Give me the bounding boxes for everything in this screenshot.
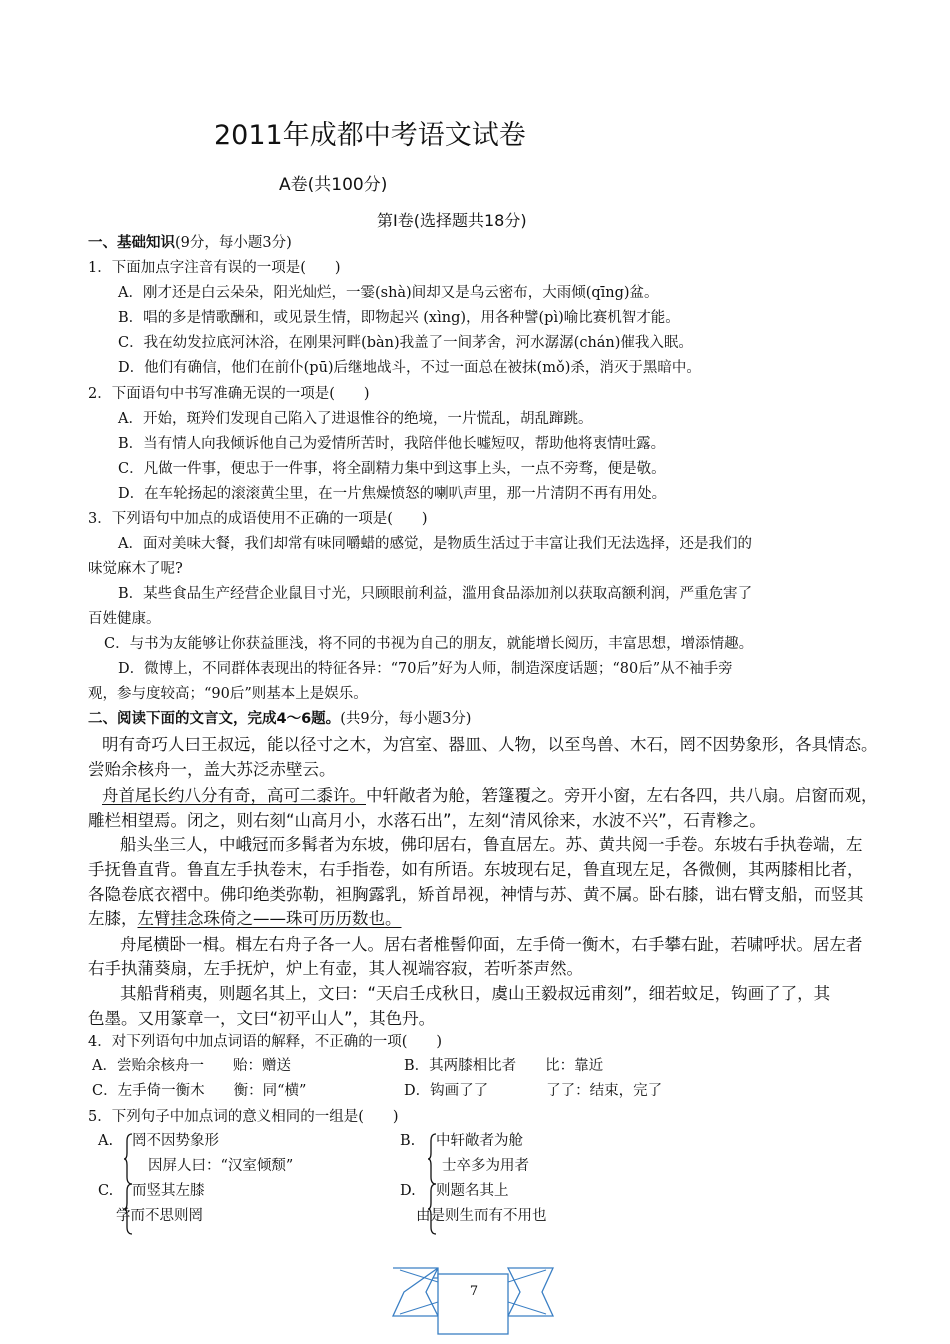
part1-heading <box>88 233 292 253</box>
page-number: 7 <box>469 1284 479 1299</box>
q3-option-a-line1: A．面对美味大餐，我们却常有味同嚼蜡的感觉，是物质生活过于丰富让我们无法选择，还是我们的 <box>118 536 752 552</box>
page-ribbon-icon <box>388 1262 558 1340</box>
part1-heading-note: (9分，每小题3分) <box>175 235 292 251</box>
underlined-sentence: 舟首尾长约八分有奇，高可二黍许。 <box>102 786 366 805</box>
q4-option-a: A．尝贻余核舟一 贻：赠送 <box>92 1058 291 1074</box>
q3-option-d-line2: 观，参与度较高；“90后”则基本上是娱乐。 <box>88 686 368 702</box>
passage-line: 各隐卷底衣褶中。佛印绝类弥勒，袒胸露乳，矫首昂视，神情与苏、黄不属。卧右膝，诎右臂支船，而竖其 <box>88 885 864 904</box>
passage-line: 右手执蒲葵扇，左手抚炉，炉上有壶，其人视端容寂，若听茶声然。 <box>88 959 583 978</box>
q5-option-c-line1: 而竖其左膝 <box>132 1183 205 1199</box>
brace-icon <box>427 1183 437 1235</box>
q2-option-d: D．在车轮扬起的滚滚黄尘里，在一片焦燥愤怒的喇叭声里，那一片清阴不再有用处。 <box>118 486 667 502</box>
q5-stem: 5．下列句子中加点词的意义相同的一组是( ) <box>88 1109 399 1125</box>
q1-option-c: C．我在幼发拉底河沐浴，在刚果河畔(bàn)我盖了一间茅舍，河水潺潺(chán)催我入眠。 <box>118 335 693 351</box>
q5-option-b-line1: 中轩敞者为舱 <box>436 1133 523 1149</box>
brace-icon <box>123 1133 133 1185</box>
q3-stem: 3．下列语句中加点的成语使用不正确的一项是( ) <box>88 511 428 527</box>
q3-option-c: C．与书为友能够让你获益匪浅，将不同的书视为自己的朋友，就能增长阅历，丰富思想，增添情趣。 <box>104 636 754 652</box>
part1-heading-text: 一、基础知识 <box>88 235 175 251</box>
q5-option-c-label: C. <box>98 1183 114 1199</box>
underlined-sentence: 左臂挂念珠倚之——珠可历历数也。 <box>137 909 402 928</box>
part2-heading <box>88 709 471 729</box>
q5-option-d-line1: 则题名其上 <box>436 1183 509 1199</box>
q5-option-c-line2: 学而不思则罔 <box>116 1208 203 1224</box>
q5-option-a-line1: 罔不因势象形 <box>132 1133 219 1149</box>
passage-line <box>88 908 402 930</box>
paper-subtitle: A卷(共100分) <box>279 175 388 195</box>
q2-option-a: A．开始，斑羚们发现自己陷入了进退惟谷的绝境，一片慌乱，胡乱蹿跳。 <box>118 411 593 427</box>
q5-option-d-label: D. <box>400 1183 416 1199</box>
q3-option-a-line2: 味觉麻木了呢? <box>88 561 183 577</box>
passage-line: 色墨。又用篆章一，文曰“初平山人”，其色丹。 <box>88 1009 436 1028</box>
q1-option-b: B．唱的多是情歌酬和，或见景生情，即物起兴 (xìng)，用各种譬(pì)喻比赛机智才能。 <box>118 310 680 326</box>
passage-text: 中轩敞者为舱，箬篷覆之。旁开小窗，左右各四，共八扇。启窗而观， <box>366 786 878 805</box>
q5-option-a-line2: 因屏人曰：“汉室倾颓” <box>148 1158 294 1174</box>
q5-option-a-label: A. <box>98 1133 114 1149</box>
q4-option-c: C．左手倚一衡木 衡：同“横” <box>92 1083 307 1099</box>
passage-line: 舟尾横卧一楫。楫左右舟子各一人。居右者椎髻仰面，左手倚一衡木，右手攀右趾，若啸呼状。居左者 <box>120 935 863 954</box>
q3-option-d-line1: D．微博上，不同群体表现出的特征各异：“70后”好为人师，制造深度话题；“80后”从不袖手旁 <box>118 661 733 677</box>
q2-option-c: C．凡做一件事，便忠于一件事，将全副精力集中到这事上头，一点不旁骛，便是敬。 <box>118 461 666 477</box>
passage-line: 尝贻余核舟一，盖大苏泛赤壁云。 <box>88 760 336 779</box>
part2-heading-text: 二、阅读下面的文言文，完成4～6题。 <box>88 711 341 727</box>
q4-option-d: D．钩画了了 了了：结束，完了 <box>404 1083 663 1099</box>
q1-option-a: A．刚才还是白云朵朵，阳光灿烂，一霎(shà)间却又是乌云密布，大雨倾(qīng)盆。 <box>118 285 659 301</box>
q1-option-d: D．他们有确信，他们在前仆(pū)后继地战斗，不过一面总在被抹(mǒ)杀，消灭于黑暗中。 <box>118 360 701 376</box>
passage-line: 明有奇巧人曰王叔远，能以径寸之木，为宫室、器皿、人物，以至鸟兽、木石，罔不因势象形，各具情态。 <box>102 735 878 754</box>
passage-line: 雕栏相望焉。闭之，则右刻“山高月小，水落石出”，左刻“清风徐来，水波不兴”，石青糁之。 <box>88 811 766 830</box>
passage-line <box>102 785 878 807</box>
page-title: 2011年成都中考语文试卷 <box>214 120 526 151</box>
q3-option-b-line1: B．某些食品生产经营企业鼠目寸光，只顾眼前利益，滥用食品添加剂以获取高额利润，严重危害了 <box>118 586 753 602</box>
q2-option-b: B．当有情人向我倾诉他自己为爱情所苦时，我陪伴他长嘘短叹，帮助他将衷情吐露。 <box>118 436 666 452</box>
section-title: 第Ⅰ卷(选择题共18分) <box>377 211 527 230</box>
q1-stem: 1．下面加点字注音有误的一项是( ) <box>88 260 341 276</box>
q5-option-d-line2: 由是则生而有不用也 <box>416 1208 547 1224</box>
q4-stem: 4．对下列语句中加点词语的解释，不正确的一项( ) <box>88 1034 443 1050</box>
q5-option-b-label: B. <box>400 1133 416 1149</box>
q3-option-b-line2: 百姓健康。 <box>88 611 161 627</box>
passage-line: 船头坐三人，中峨冠而多髯者为东坡，佛印居右，鲁直居左。苏、黄共阅一手卷。东坡右手执卷端，左 <box>120 835 863 854</box>
passage-line: 其船背稍夷，则题名其上，文曰：“天启壬戌秋日，虞山王毅叔远甫刻”，细若蚊足，钩画了了，其 <box>120 984 831 1003</box>
brace-icon <box>123 1183 133 1235</box>
q5-option-b-line2: 士卒多为用者 <box>442 1158 529 1174</box>
passage-text: 左膝， <box>88 909 138 928</box>
q4-option-b: B．其两膝相比者 比：靠近 <box>404 1058 604 1074</box>
q2-stem: 2．下面语句中书写准确无误的一项是( ) <box>88 386 370 402</box>
passage-line: 手抚鲁直背。鲁直左手执卷末，右手指卷，如有所语。东坡现右足，鲁直现左足，各微侧，其两膝相比者， <box>88 860 864 879</box>
brace-icon <box>427 1133 437 1185</box>
part2-heading-note: (共9分，每小题3分) <box>340 711 472 727</box>
